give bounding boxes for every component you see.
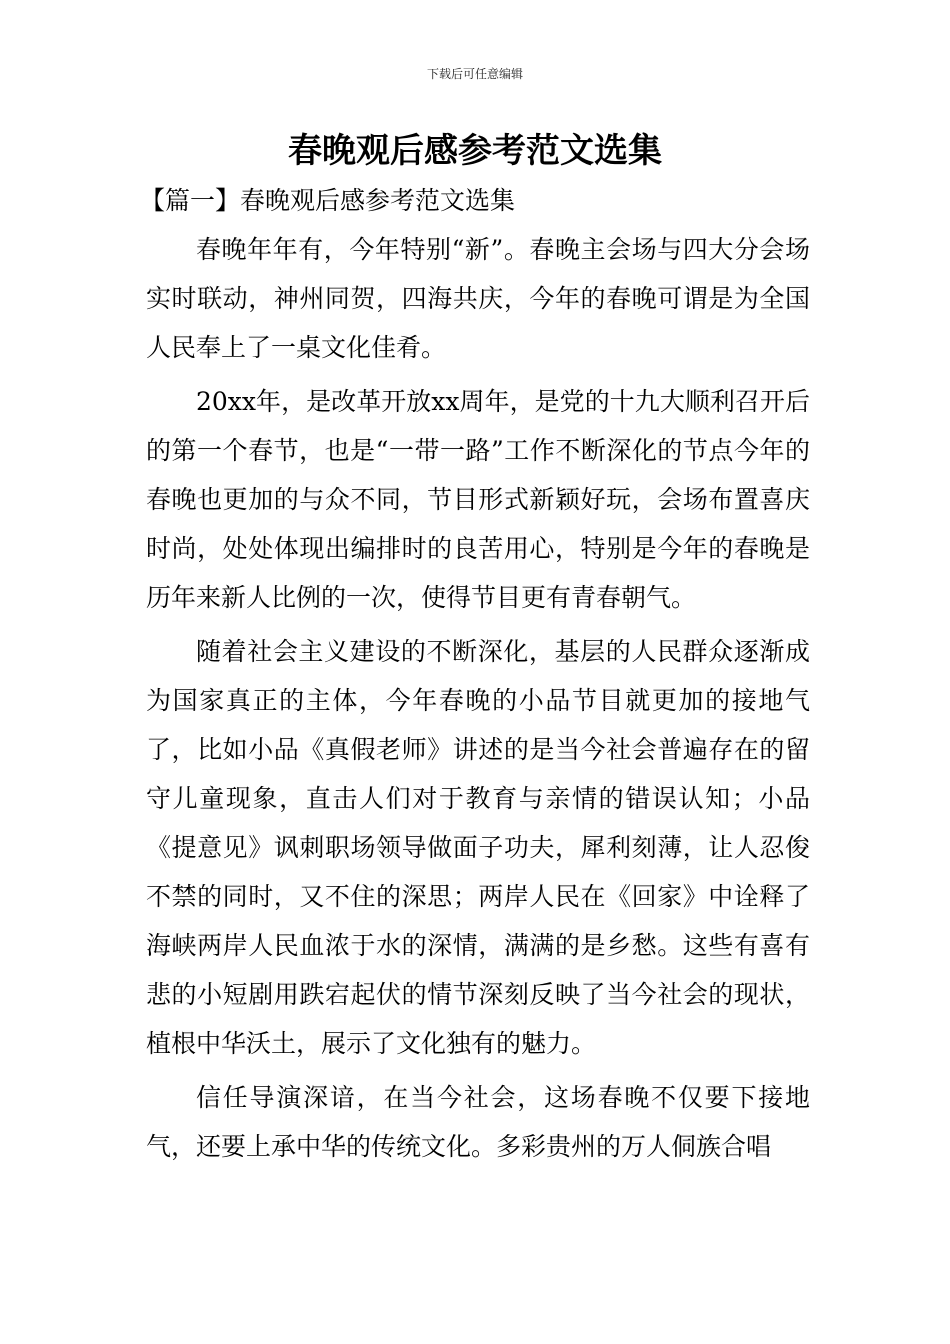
paragraph-3: 随着社会主义建设的不断深化，基层的人民群众逐渐成为国家真正的主体，今年春晚的小品节目就更加的接地气了，比如小品《真假老师》讲述的是当今社会普遍存在的留守儿童现象，直击人们对于教育与亲情的错误认知；小品《提意见》讽刺职场领导做面子功夫，犀利刻薄，让人忍俊不禁的同时，又不住的深思；两岸人民在《回家》中诠释了海峡两岸人民血浓于水的深情，满满的是乡愁。这些有喜有悲的小短剧用跌宕起伏的情节深刻反映了当今社会的现状，植根中华沃土，展示了文化独有的魅力。 [146,637,810,1058]
paragraph-2: 20xx年，是改革开放xx周年，是党的十九大顺利召开后的第一个春节，也是“一带一路”工作不断深化的节点今年的春晚也更加的与众不同，节目形式新颖好玩，会场布置喜庆时尚，处处体现出编排时的良苦用心，特别是今年的春晚是历年来新人比例的一次，使得节目更有青春朝气。 [146,387,810,612]
document-title: 春晚观后感参考范文选集 [288,131,662,171]
paragraph-1: 春晚年年有，今年特别“新”。春晚主会场与四大分会场实时联动，神州同贺，四海共庆，今年的春晚可谓是为全国人民奉上了一桌文化佳肴。 [146,235,810,362]
section-heading: 【篇一】春晚观后感参考范文选集 [140,186,516,215]
document-body [140,176,810,1176]
header-note: 下载后可任意编辑 [426,67,523,81]
paragraph-4: 信任导演深谙，在当今社会，这场春晚不仅要下接地气，还要上承中华的传统文化。多彩贵州的万人侗族合唱 [146,1083,810,1161]
